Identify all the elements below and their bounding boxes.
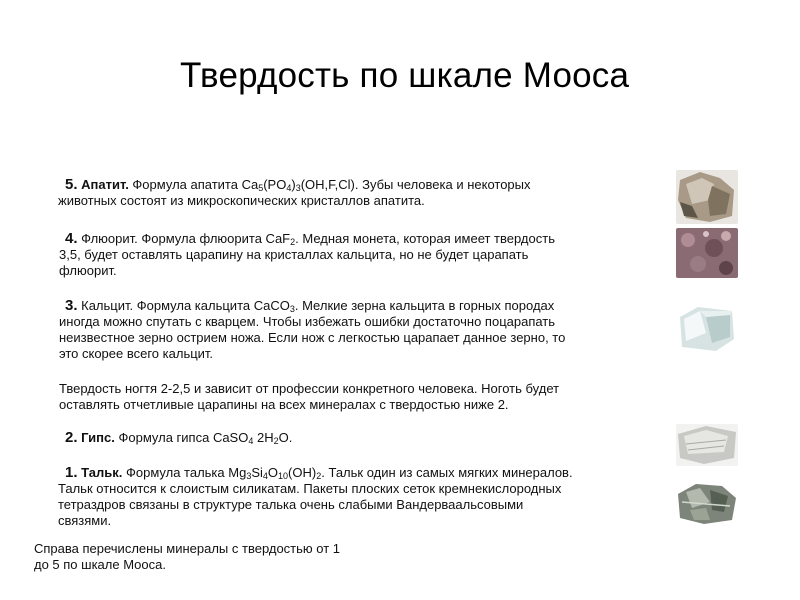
item-line: тетраздров связаны в структуре талька очень слабыми Вандерваальсовыми [58, 497, 524, 512]
item-talc: 1. Тальк. Формула талька $Mg_3Si_4O_{10}(OH)_2$. Тальк один из самых мягких минералов. Тальк относится к слоистым силикатам. Пакеты плоских сеток кремнекислородных тетраздров связаны в структуре талька очень слабыми Вандерваальсовыми связями. [65, 465, 675, 529]
item-number: 1. [65, 464, 78, 481]
page-title: Твердость по шкале Мооса [180, 56, 630, 95]
item-fluorite: 4. Флюорит. Формула флюорита CaF$_2$. Медная монета, которая имеет твердость 3,5, будет оставлять царапину на кристаллах кальцита, но не будет царапать флюорит. [65, 231, 665, 279]
talc-image [676, 480, 738, 526]
item-name: Гипс. [81, 430, 115, 445]
item-line: флюорит. [59, 263, 117, 278]
item-number: 2. [65, 429, 78, 446]
item-line: Тальк относится к слоистым силикатам. Пакеты плоских сеток кремнекислородных [58, 481, 562, 496]
item-line: неизвестное зерно острием ножа. Если нож с легкостью царапает данное зерно, то [59, 330, 566, 345]
item-line: связями. [58, 513, 112, 528]
footer-note: Справа перечислены минералы с твердостью от 1 до 5 по шкале Мооса. [34, 541, 341, 572]
apatite-image [676, 170, 738, 224]
item-number: 5. [65, 176, 78, 193]
item-line: иногда можно спутать с кварцем. Чтобы избежать ошибки достаточно поцарапать [59, 314, 556, 329]
item-line: это скорее всего кальцит. [59, 346, 214, 361]
item-name: Апатит. [81, 177, 129, 192]
item-line: 3,5, будет оставлять царапину на кристаллах кальцита, но не будет царапать [59, 247, 529, 262]
item-number: 4. [65, 230, 78, 247]
fluorite-image [676, 228, 738, 278]
item-line: животных состоят из микроскопических кристаллов апатита. [58, 193, 425, 208]
nail-note: Твердость ногтя 2-2,5 и зависит от профессии конкретного человека. Ноготь будет оставлять отчетливые царапины на всех минералах с твердостью ниже 2. [59, 381, 560, 412]
gypsum-image [676, 424, 738, 466]
calcite-image [676, 303, 738, 355]
item-number: 3. [65, 297, 78, 314]
item-gypsum: 2. Гипс. Формула гипса CaSO$_4$ $2H_2O$. [65, 429, 293, 446]
item-calcite: 3. Кальцит. Формула кальцита CaCO$_3$. Мелкие зерна кальцита в горных породах иногда можно спутать с кварцем. Чтобы избежать ошибки достаточно поцарапать неизвестное зерно острием ножа. Если нож с легкостью царапает данное зерно, то это скорее всего кальцит. [65, 298, 665, 362]
item-apatite: 5. Апатит. Формула апатита $Ca_5(PO_4)_3(OH,F,Cl)$. Зубы человека и некоторых животных состоят из микроскопических кристаллов апатита. [65, 177, 665, 209]
item-name: Тальк. [81, 465, 123, 480]
